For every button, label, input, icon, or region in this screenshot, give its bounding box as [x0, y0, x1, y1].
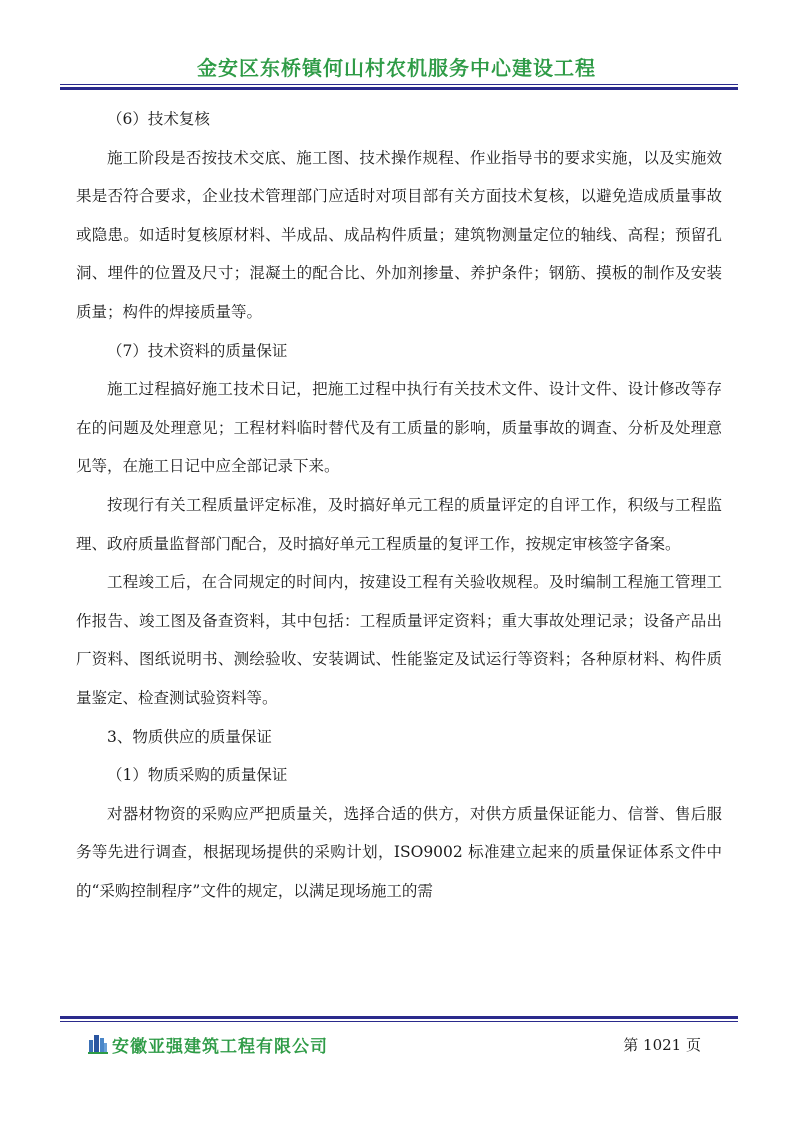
header-title: 金安区东桥镇何山村农机服务中心建设工程 [197, 56, 596, 80]
footer-rule-thin [60, 1021, 738, 1022]
page-number: 第 1021 页 [623, 1036, 701, 1054]
section-heading: 3、物质供应的质量保证 [107, 727, 272, 746]
paragraph: 施工阶段是否按技术交底、施工图、技术操作规程、作业指导书的要求实施，以及实施效果是否符合要求，企业技术管理部门应适时对项目部有关方面技术复核，以避免造成质量事故或隐患。如适时复核原材料、半成品、成品构件质量；建筑物测量定位的轴线、高程；预留孔洞、埋件的位置及尺寸；混凝土的配合比、外加剂掺量、养护条件；钢筋、摸板的制作及安装质量；构件的焊接质量等。 [76, 148, 722, 321]
section-heading: （7）技术资料的质量保证 [107, 341, 288, 360]
header-rule-thick [60, 87, 738, 90]
paragraph: 对器材物资的采购应严把质量关，选择合适的供方，对供方质量保证能力、信誉、售后服务等先进行调查，根据现场提供的采购计划，ISO9002 标准建立起来的质量保证体系文件中的“采购控制程序”文件的规定，以满足现场施工的需 [76, 804, 722, 900]
building-logo-icon [88, 1032, 108, 1054]
section-heading: （6）技术复核 [107, 110, 210, 128]
paragraph: 施工过程搞好施工技术日记，把施工过程中执行有关技术文件、设计文件、设计修改等存在的问题及处理意见；工程材料临时替代及有工质量的影响，质量事故的调查、分析及处理意见等，在施工日记中应全部记录下来。 [76, 380, 722, 476]
subsection-heading: （1）物质采购的质量保证 [107, 766, 288, 785]
document-body [76, 100, 722, 910]
paragraph: 工程竣工后，在合同规定的时间内，按建设工程有关验收规程。及时编制工程施工管理工作报告、竣工图及备查资料，其中包括：工程质量评定资料；重大事故处理记录；设备产品出厂资料、图纸说明书、测绘验收、安装调试、性能鉴定及试运行等资料；各种原材料、构件质量鉴定、检查测试验资料等。 [76, 573, 722, 707]
paragraph: 按现行有关工程质量评定标准，及时搞好单元工程的质量评定的自评工作，积级与工程监理、政府质量监督部门配合，及时搞好单元工程质量的复评工作，按规定审核签字备案。 [76, 495, 722, 553]
header-rule-thin [60, 84, 738, 85]
footer-rule-thick [60, 1016, 738, 1019]
footer-company-name: 安徽亚强建筑工程有限公司 [112, 1037, 328, 1057]
